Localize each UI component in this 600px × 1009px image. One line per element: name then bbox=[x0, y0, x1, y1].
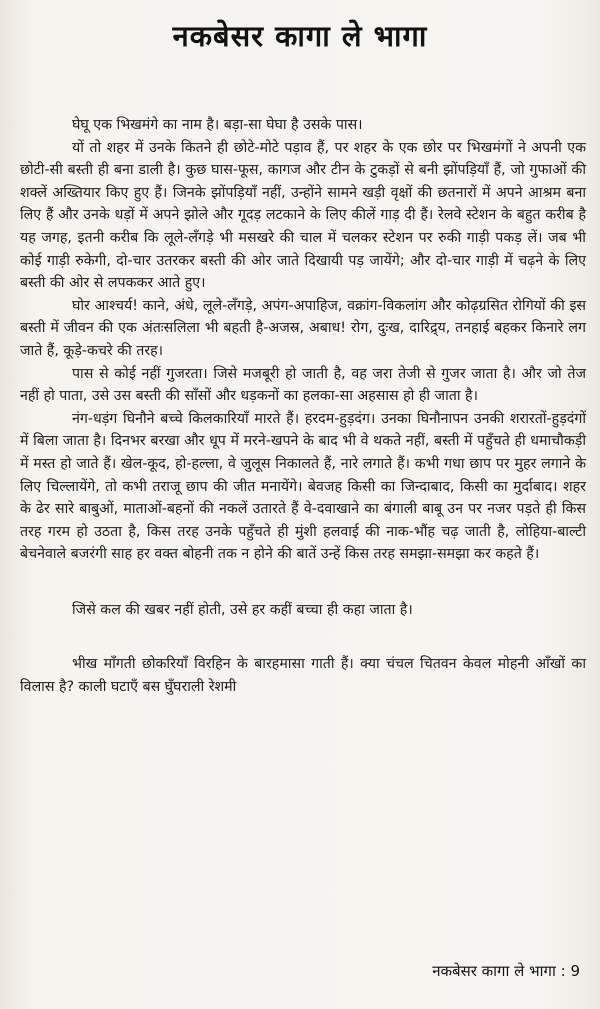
page-title: नकबेसर कागा ले भागा bbox=[172, 19, 428, 53]
paragraph-3: घोर आश्चर्य! काने, अंधे, लूले-लँगड़े, अपंग-अपाहिज, वक्रांग-विकलांग और कोढ़ग्रसित रोगियों की इस बस्ती में जीवन की एक अंतःसलिला भी बहती है-अजस्र, अबाध! रोग, दुःख, दारिद्र्य, तनहाई बहकर किनारे लग जाते हैं, कूड़े-कचरे की तरह। bbox=[20, 297, 586, 359]
paragraph-2: यों तो शहर में उनके कितने ही छोटे-मोटे पड़ाव हैं, पर शहर के एक छोर पर भिखमंगों ने अपनी एक छोटी-सी बस्ती ही बना डाली है। कुछ घास-फूस, कागज और टीन के टुकड़ों से बनी झोंपड़ियाँ हैं, जो गुफाओं की शक्लें अख्तियार किए हुए हैं। जिनके झोंपड़ियाँ नहीं, उन्होंने सामने खड़ी वृक्षों की छतनारों में अपने आश्रम बना लिए हैं और उनके धड़ों में अपने झोले और गूदड़ लटकाने के लिए कीलें गाड़ दी हैं। रेलवे स्टेशन के बहुत करीब है यह जगह, इतनी करीब कि लूले-लँगड़े भी मसखरे की चाल में चलकर स्टेशन पर रुकी गाड़ी पकड़ लें। जब भी कोई गाड़ी रुकेगी, दो-चार उतरकर बस्ती की ओर जाते दिखायी पड़ जायेंगे; और दो-चार गाड़ी में चढ़ने के लिए बस्ती की ओर से लपककर आते हुए। bbox=[20, 139, 586, 292]
page-footer: नकबेसर कागा ले भागा : 9 bbox=[432, 962, 580, 980]
paragraph-4: पास से कोई नहीं गुजरता। जिसे मजबूरी हो जाती है, वह जरा तेजी से गुजर जाता है। और जो तेज नहीं हो पाता, उसे उस बस्ती की साँसों और धड़कनों का हलका-सा अहसास हो ही जाता है। bbox=[20, 365, 586, 405]
paragraph-5: नंग-धड़ंग घिनौने बच्चे किलकारियाँ मारते हैं। हरदम-हुड़दंग। उनका घिनौनापन उनकी शरारतों-हुड़दंगों में बिला जाता है। दिनभर बरखा और धूप में मरने-खपने के बाद भी वे थकते नहीं, बस्ती में पहुँचते ही धमाचौकड़ी में मस्त हो जाते हैं। खेल-कूद, हो-हल्ला, वे जुलूस निकालते हैं, नारे लगाते हैं। कभी गधा छाप पर मुहर लगाने के लिए चिल्लायेंगे, तो कभी तराजू छाप की जीत मनायेंगे। बेवजह किसी का जिन्दाबाद, किसी का मुर्दाबाद। शहर के ढेर सारे बाबुओं, माताओं-बहनों की नकलें उतारते हैं वे-दवाखाने का बंगाली बाबू उन पर नजर पड़ते ही किस तरह गरम हो उठता है, किस तरह उनके पहुँचते ही मुंशी हलवाई की नाक-भौंह चढ़ जाती है, लोहिया-बाल्टी बेचनेवाले बजरंगी साह हर वक्त बोहनी तक न होने की बातें उन्हें किस तरह समझा-समझा कर कहते हैं। bbox=[20, 410, 586, 563]
paragraph-6: जिसे कल की खबर नहीं होती, उसे हर कहीं बच्चा ही कहा जाता है। bbox=[72, 601, 413, 618]
story-text bbox=[20, 114, 586, 699]
paragraph-1: घेघू एक भिखमंगे का नाम है। बड़ा-सा घेघा है उसके पास। bbox=[72, 117, 363, 133]
paragraph-7: भीख माँगती छोकरियाँ विरहिन के बारहमासा गाती हैं। क्या चंचल चितवन केवल मोहनी आँखों का विलास है? काली घटाएँ बस घुँघराली रेशमी bbox=[20, 656, 586, 696]
